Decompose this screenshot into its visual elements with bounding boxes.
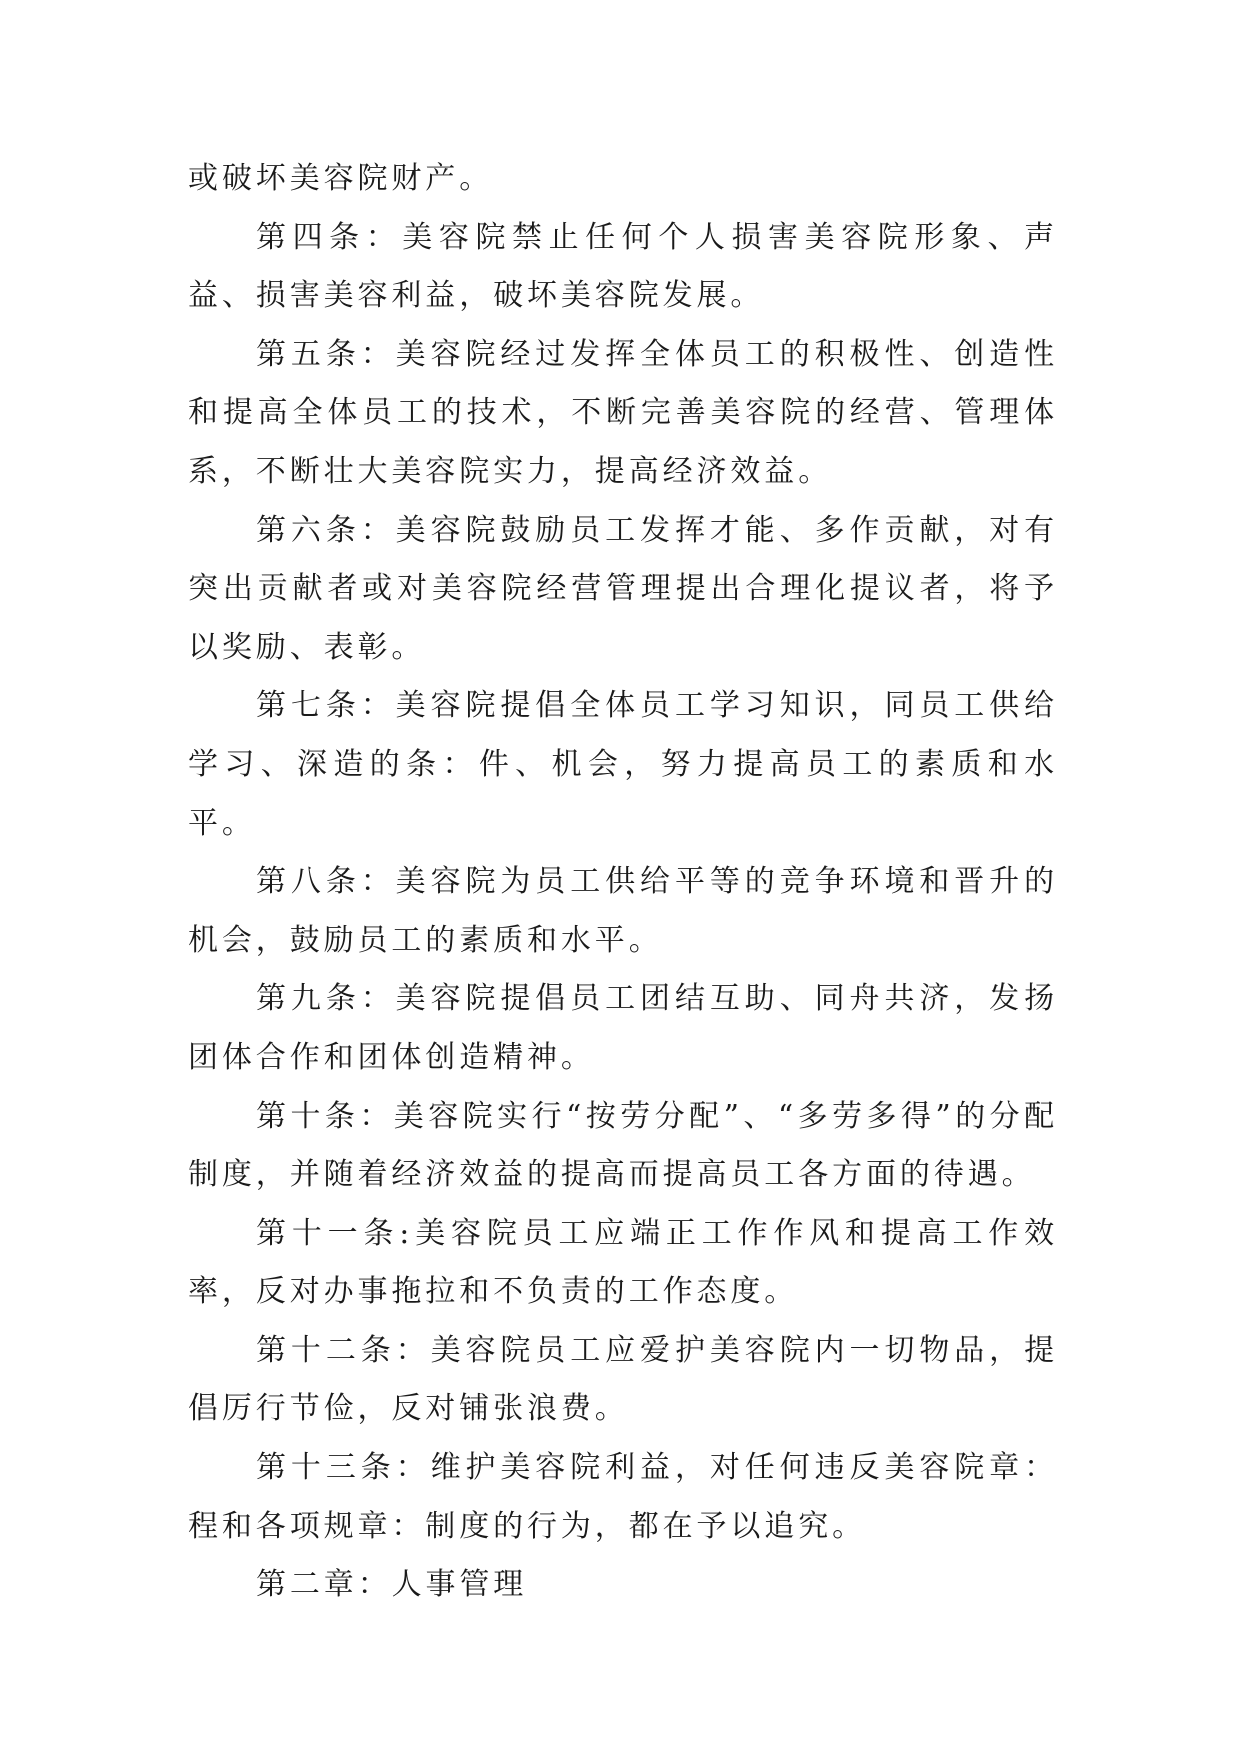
article-8: 第八条：美容院为员工供给平等的竞争环境和晋升的机会，鼓励员工的素质和水平。 [188, 864, 1058, 958]
article-7: 第七条：美容院提倡全体员工学习知识，同员工供给学习、深造的条：件、机会，努力提高员工的素质和水平。 [188, 688, 1058, 841]
article-10: 第十条：美容院实行“按劳分配”、“多劳多得”的分配制度，并随着经济效益的提高而提高员工各方面的待遇。 [188, 1098, 1058, 1193]
paragraph-continuation: 或破坏美容院财产。 [188, 161, 494, 196]
article-12: 第十二条：美容院员工应爱护美容院内一切物品，提倡厉行节俭，反对铺张浪费。 [188, 1332, 1058, 1427]
article-5: 第五条：美容院经过发挥全体员工的积极性、创造性和提高全体员工的技术，不断完善美容院的经营、管理体系，不断壮大美容院实力，提高经济效益。 [188, 336, 1058, 489]
article-13: 第十三条：维护美容院利益，对任何违反美容院章：程和各项规章：制度的行为，都在予以追究。 [188, 1450, 1058, 1544]
article-6: 第六条：美容院鼓励员工发挥才能、多作贡献，对有突出贡献者或对美容院经营管理提出合理化提议者，将予以奖励、表彰。 [188, 512, 1058, 665]
article-9: 第九条：美容院提倡员工团结互助、同舟共济，发扬团体合作和团体创造精神。 [188, 981, 1058, 1075]
article-11: 第十一条:美容院员工应端正工作作风和提高工作效率，反对办事拖拉和不负责的工作态度。 [188, 1215, 1058, 1310]
chapter-heading: 第二章：人事管理 [256, 1567, 528, 1603]
article-4: 第四条：美容院禁止任何个人损害美容院形象、声益、损害美容利益，破坏美容院发展。 [188, 219, 1058, 314]
document-body [188, 150, 1058, 1615]
